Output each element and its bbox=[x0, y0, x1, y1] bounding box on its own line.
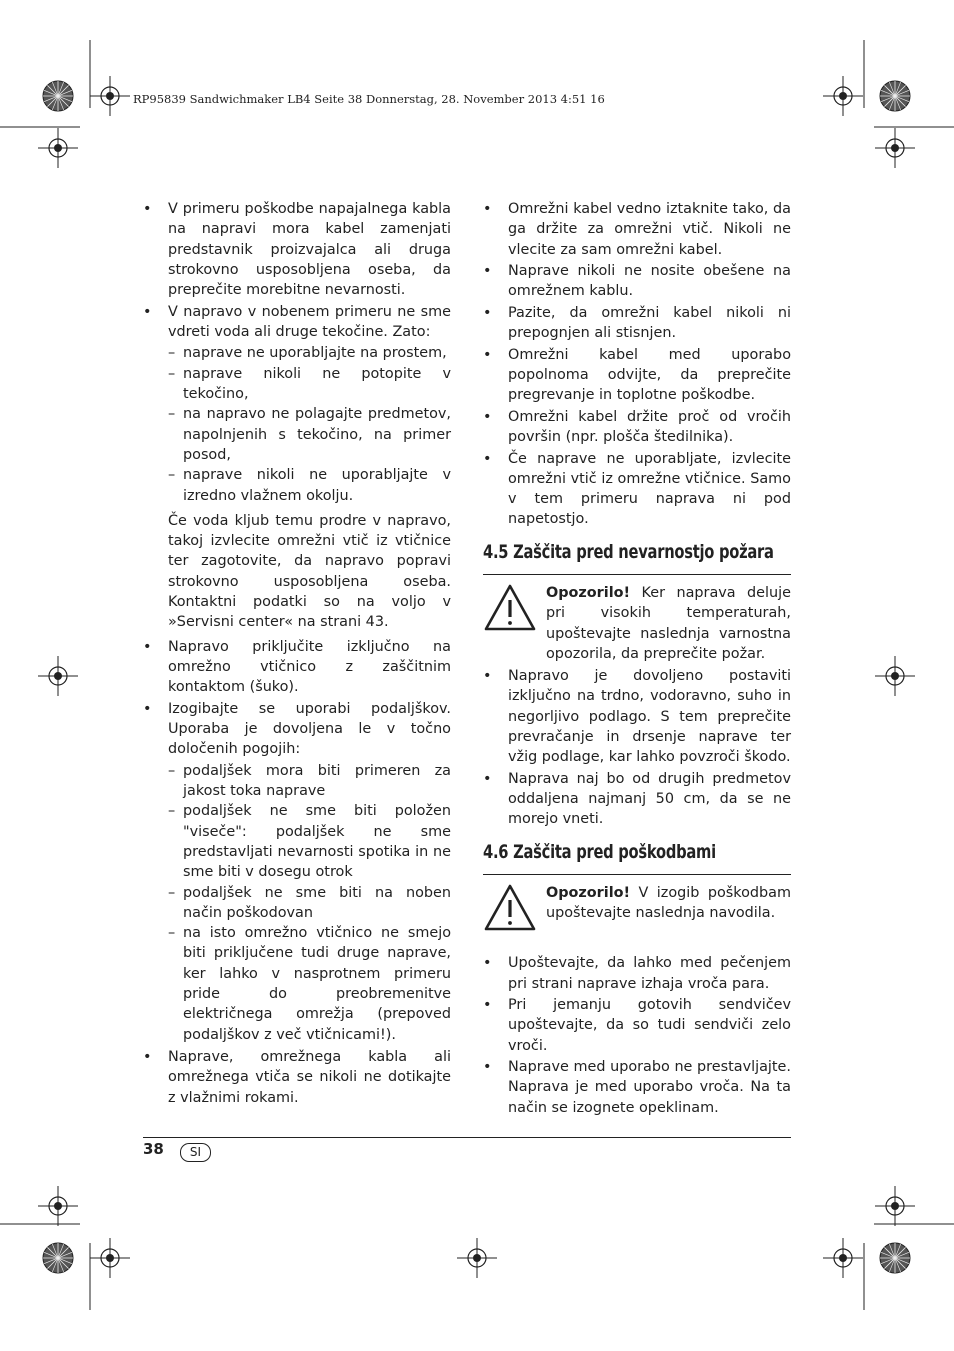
list-item: • Naprave, omrežnega kabla ali omrežnega vtiča se nikoli ne dotikajte z vlažnimi rokami. bbox=[143, 1047, 451, 1108]
page-number: 38 bbox=[143, 1140, 164, 1158]
sub-list-item: – na napravo ne polagajte predmetov, napolnjenih s tekočino, na primer posod, bbox=[168, 404, 451, 465]
warning-label: Opozorilo! bbox=[546, 885, 631, 902]
warning-triangle-icon bbox=[483, 583, 546, 664]
list-item: • Omrežni kabel vedno iztaknite tako, da ga držite za omrežni vtič. Nikoli ne vlecite za sam omrežni kabel. bbox=[483, 199, 791, 260]
list-item: • Omrežni kabel držite proč od vročih površin (npr. plošča štedilnika). bbox=[483, 407, 791, 448]
warning-label: Opozorilo! bbox=[546, 584, 631, 601]
paragraph: Če voda kljub temu prodre v napravo, takoj izvlecite omrežni vtič iz vtičnice ter zagotovite, da napravo popravi strokovno usposobljena oseba. Kontaktni podatki so na voljo v »Servisni center« na strani 43. bbox=[168, 512, 451, 631]
list-item: • Omrežni kabel med uporabo popolnoma odvijte, da preprečite pregrevanje in toplotne poškodbe. bbox=[483, 345, 791, 406]
list-item: • Če naprave ne uporabljate, izvlecite omrežni vtič iz omrežne vtičnice. Samo v tem primeru naprava ni pod napetostjo. bbox=[483, 449, 791, 530]
section-heading: 4.6 Zaščita pred poškodbami bbox=[483, 840, 716, 863]
sub-list-item: – na isto omrežno vtičnico ne smejo biti priključene tudi druge naprave, ker lahko v nasprotnem primeru pride do preobremenitve električnega omrežja (prepoved podaljškov z več vtičnicami!). bbox=[168, 923, 451, 1045]
sub-list-item: – podaljšek ne sme biti položen "viseče": podaljšek ne sme predstavljati nevarnosti spotika in ne sme biti v dosegu otrok bbox=[168, 801, 451, 882]
list-item: • Napravo je dovoljeno postaviti izključno na trdno, vodoravno, suho in negorljivo podlago. S tem preprečite prevračanje in drsenje naprave ter vžig podlage, kar lahko povzroči škodo. bbox=[483, 666, 791, 767]
sub-list-item: – naprave ne uporabljajte na prostem, bbox=[168, 343, 451, 363]
list-item: • Naprave nikoli ne nosite obešene na omrežnem kablu. bbox=[483, 261, 791, 302]
section-heading: 4.5 Zaščita pred nevarnostjo požara bbox=[483, 540, 774, 563]
warning-text: Opozorilo! V izogib poškodbam upoštevajte naslednja navodila. bbox=[546, 885, 791, 922]
list-item: • Naprava naj bo od drugih predmetov oddaljena najmanj 50 cm, da se ne morejo vneti. bbox=[483, 769, 791, 830]
right-column bbox=[483, 199, 791, 1119]
sub-list bbox=[168, 761, 451, 1045]
sub-list-item: – podaljšek ne sme biti na noben način poškodovan bbox=[168, 883, 451, 924]
footer-divider bbox=[143, 1137, 791, 1138]
list-item: • V napravo v nobenem primeru ne sme vdreti voda ali druge tekočine. Zato: bbox=[143, 302, 451, 343]
print-header: RP95839 Sandwichmaker LB4 Seite 38 Donnerstag, 28. November 2013 4:51 16 bbox=[133, 92, 605, 106]
language-badge: SI bbox=[180, 1143, 211, 1162]
warning-box bbox=[483, 874, 791, 939]
list-item: • Pri jemanju gotovih sendvičev upoštevajte, da so tudi sendviči zelo vroči. bbox=[483, 995, 791, 1056]
warning-box bbox=[483, 574, 791, 664]
sub-list-item: – naprave nikoli ne potopite v tekočino, bbox=[168, 364, 451, 405]
list-item: • Izogibajte se uporabi podaljškov. Uporaba je dovoljena le v točno določenih pogojih: bbox=[143, 699, 451, 760]
warning-text: Opozorilo! Ker naprava deluje pri visokih temperaturah, upoštevajte naslednja varnostna opozorila, da preprečite požar. bbox=[546, 584, 791, 662]
left-column bbox=[143, 199, 451, 1109]
list-item: • Napravo priključite izključno na omrežno vtičnico z zaščitnim kontaktom (šuko). bbox=[143, 637, 451, 698]
sub-list-item: – podaljšek mora biti primeren za jakost toka naprave bbox=[168, 761, 451, 802]
list-item: • V primeru poškodbe napajalnega kabla na napravi mora kabel zamenjati predstavnik proizvajalca ali druga strokovno usposobljena oseba, da preprečite morebitne nevarnosti. bbox=[143, 199, 451, 300]
list-item: • Pazite, da omrežni kabel nikoli ni prepognjen ali stisnjen. bbox=[483, 303, 791, 344]
warning-triangle-icon bbox=[483, 883, 546, 939]
sub-list-item: – naprave nikoli ne uporabljajte v izredno vlažnem okolju. bbox=[168, 465, 451, 506]
list-item: • Upoštevajte, da lahko med pečenjem pri strani naprave izhaja vroča para. bbox=[483, 953, 791, 994]
list-item: • Naprave med uporabo ne prestavljajte. Naprava je med uporabo vroča. Na ta način se izognete opeklinam. bbox=[483, 1057, 791, 1118]
sub-list bbox=[168, 343, 451, 505]
